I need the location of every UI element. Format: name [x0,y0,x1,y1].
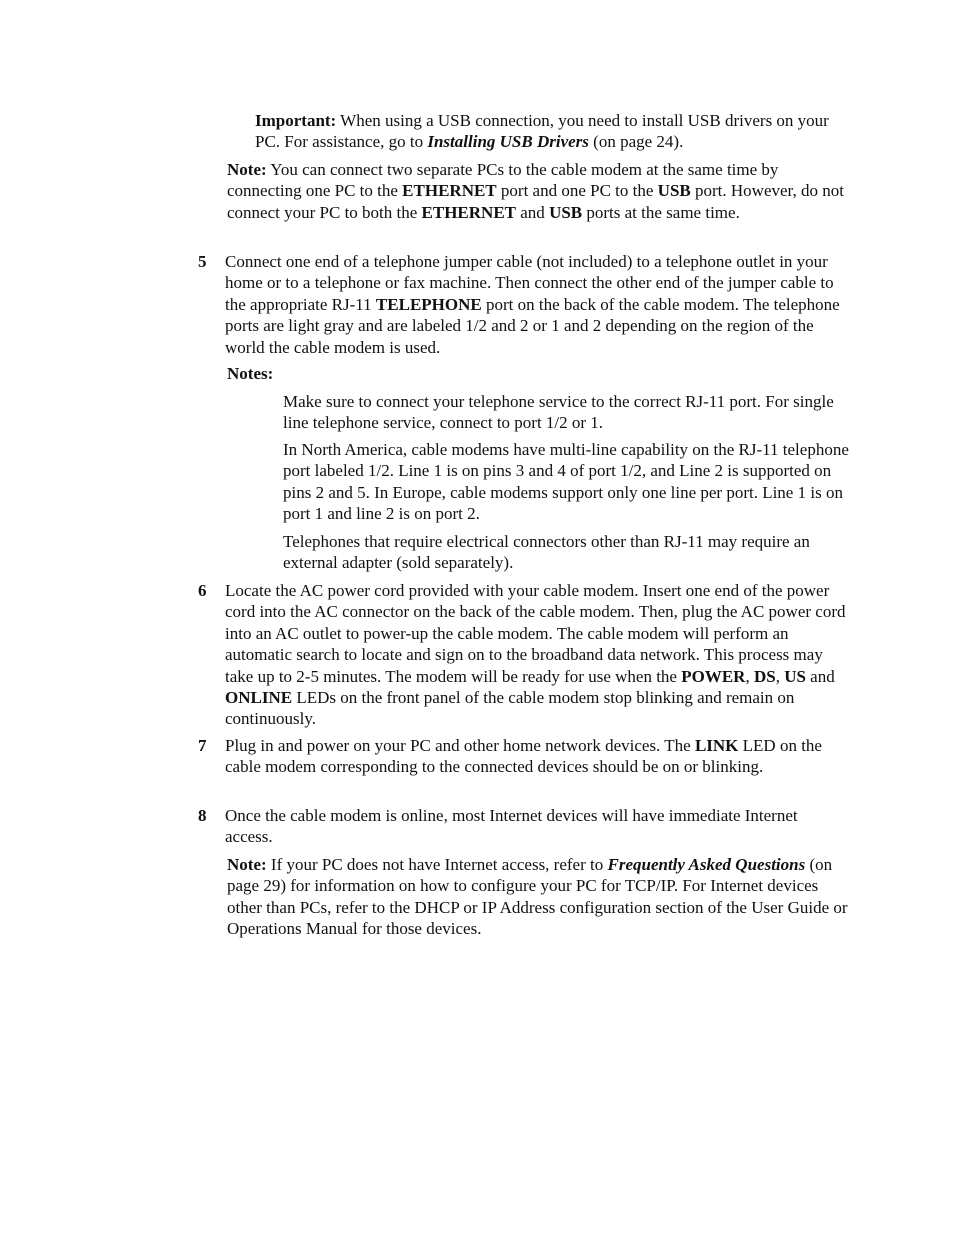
important-label: Important: [255,111,337,130]
notes-item: Telephones that require electrical connectors other than RJ-11 may require an external adapter (sold separately). [283,532,810,573]
step-number-7: 7 [198,736,207,755]
step-5-text: Connect one end of a telephone jumper cable (not included) to a telephone outlet in your home or to a telephone or fax machine. Then connect the other end of the jumper cable to the appropriate RJ-11 TELEPHONE port on the back of the cable modem. The telephone ports are light gray and are labeled 1/2 and 2 or 1 and 2 depending on the region of the world the cable modem is used. [225,252,840,357]
installing-usb-drivers-link[interactable]: Installing USB Drivers [427,132,589,152]
step-7-text: Plug in and power on your PC and other home network devices. The LINK LED on the cable modem corresponding to the connected devices should be on or blinking. [225,736,822,777]
faq-link[interactable]: Frequently Asked Questions [607,855,806,874]
step-number-6: 6 [198,581,207,600]
note-two-pcs: Note: You can connect two separate PCs to the cable modem at the same time by connecting one PC to the ETHERNET port and one PC to the USB port. However, do not connect your PC to both the ETHERNET and USB ports at the same time. [227,160,844,222]
step-number-5: 5 [198,252,207,271]
note-internet-access: Note: If your PC does not have Internet access, refer to Frequently Asked Questions (on page 29) for information on how to configure your PC for TCP/IP. For Internet devices other than PCs, refer to the DHCP or IP Address configuration section of the User Guide or Operations Manual for those devices. [227,855,848,939]
step-8-text: Once the cable modem is online, most Internet devices will have immediate Internet access. [225,806,798,847]
step-6-text: Locate the AC power cord provided with your cable modem. Insert one end of the power cord into the AC connector on the back of the cable modem. Then, plug the AC power cord into an AC outlet to power-up the cable modem. The cable modem will perform an automatic search to locate and sign on to the broadband data network. This process may take up to 2-5 minutes. The modem will be ready for use when the POWER, DS, US and ONLINE LEDs on the front panel of the cable modem stop blinking and remain on continuously. [225,581,846,729]
notes-item: Make sure to connect your telephone service to the correct RJ-11 port. For single line telephone service, connect to port 1/2 or 1. [283,392,834,433]
note-label: Note: [227,855,267,874]
important-note: Important: When using a USB connection, you need to install USB drivers on your PC. For assistance, go to Installing USB Drivers (on page 24). [255,111,829,152]
notes-heading: Notes: [227,364,274,383]
step-number-8: 8 [198,806,207,825]
notes-item: In North America, cable modems have multi-line capability on the RJ-11 telephone port labeled 1/2. Line 1 is on pins 3 and 4 of port 1/2, and Line 2 is supported on pins 2 and 5. In Europe, cable modems support only one line per port. Line 1 is on port 1 and line 2 is on port 2. [283,440,849,524]
note-label: Note: [227,160,267,179]
